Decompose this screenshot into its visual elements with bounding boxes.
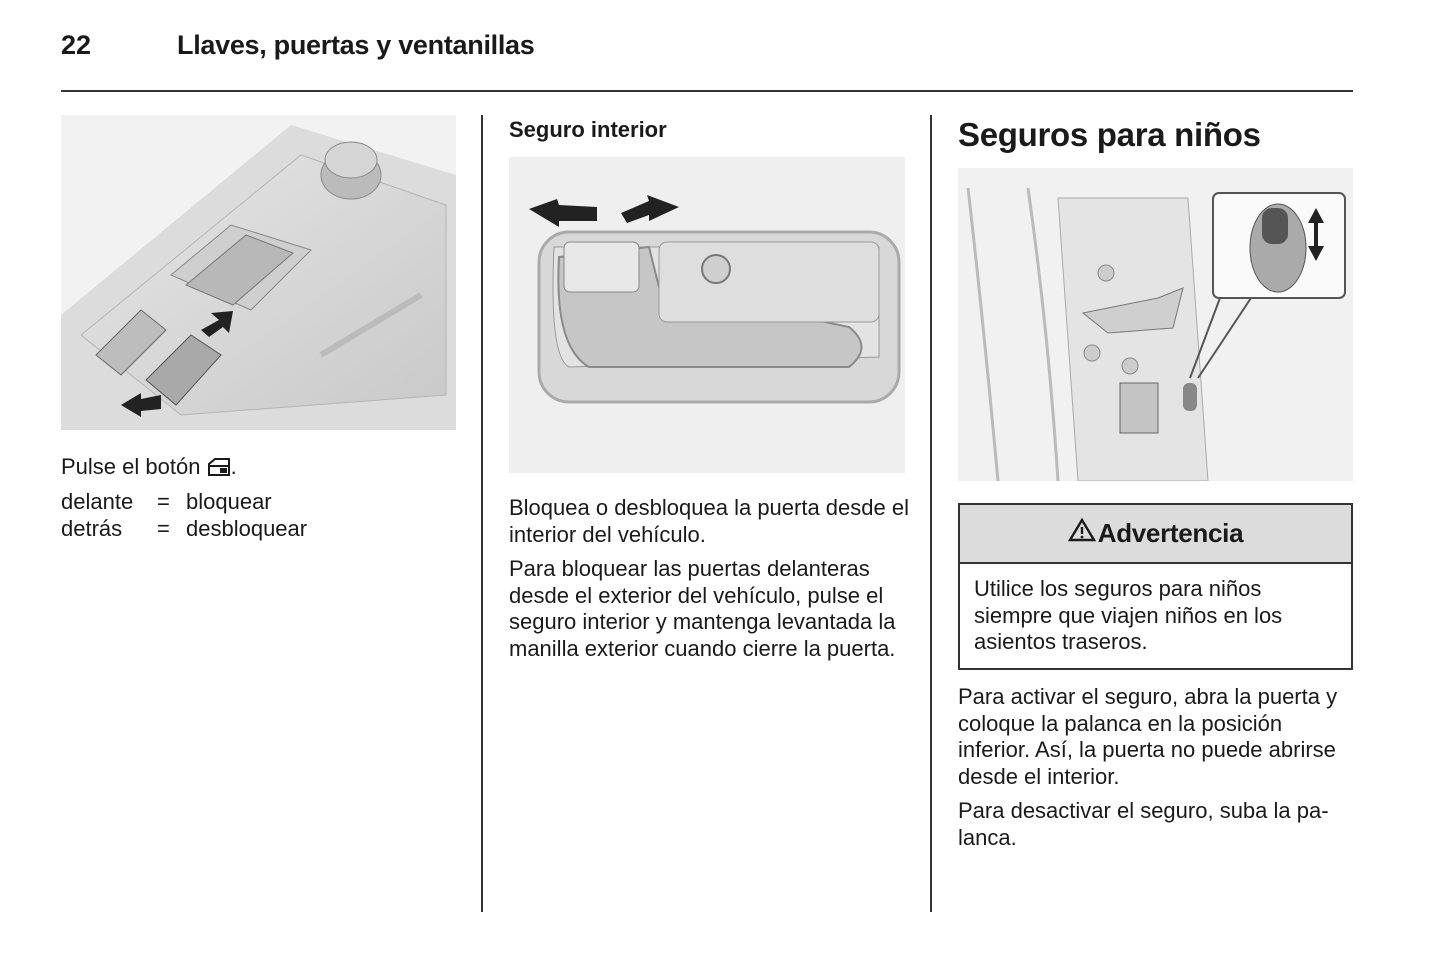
window-switch-illustration bbox=[61, 115, 456, 430]
instruction-label: Pulse el botón bbox=[61, 454, 201, 479]
child-lock-illustration bbox=[958, 168, 1353, 481]
interior-lock-text bbox=[509, 495, 909, 670]
warning-header bbox=[960, 505, 1351, 564]
definition-row-front bbox=[61, 489, 307, 516]
child-lock-paragraph-2: Para desactivar el seguro, suba la palanca. bbox=[958, 798, 1329, 850]
definition-equals: = bbox=[157, 515, 170, 541]
definition-value: bloquear bbox=[186, 489, 272, 514]
child-lock-paragraph-1: Para activar el seguro, abra la puerta y coloque la palanca en la posición inferior. Así, la puerta no puede abrirse desde el interior. bbox=[958, 684, 1338, 789]
instruction-period: . bbox=[230, 454, 237, 479]
definition-row-rear bbox=[61, 516, 307, 543]
interior-lock-paragraph-2: Para bloquear las puertas delanteras desde el exterior del vehículo, pulse el seguro interior y mantenga levantada la manilla exterior cuando cierre la puerta. bbox=[509, 556, 896, 661]
warning-text: Utilice los seguros para niños siempre que viajen niños en los asientos traseros. bbox=[974, 576, 1283, 654]
door-lock-icon bbox=[207, 457, 231, 484]
interior-door-handle-illustration bbox=[509, 157, 905, 473]
instruction-text bbox=[61, 454, 456, 484]
column-divider-2 bbox=[930, 115, 932, 912]
child-lock-text bbox=[958, 684, 1358, 859]
interior-lock-paragraph-1: Bloquea o desbloquea la puerta desde el interior del vehículo. bbox=[509, 495, 909, 547]
child-locks-heading: Seguros para niños bbox=[958, 116, 1261, 153]
header-rule bbox=[61, 90, 1353, 92]
definition-key: delante bbox=[61, 489, 134, 514]
warning-triangle-icon bbox=[1068, 518, 1096, 549]
definition-value: desbloquear bbox=[186, 515, 308, 541]
column-divider-1 bbox=[481, 115, 483, 912]
warning-title: Advertencia bbox=[1097, 518, 1244, 548]
warning-box bbox=[958, 503, 1353, 670]
section-title: Llaves, puertas y ventanillas bbox=[177, 30, 535, 60]
page-number: 22 bbox=[61, 30, 92, 60]
definition-key: detrás bbox=[61, 515, 123, 541]
interior-lock-heading: Seguro interior bbox=[509, 117, 667, 142]
lock-definition-list bbox=[61, 489, 307, 542]
definition-equals: = bbox=[157, 489, 170, 514]
